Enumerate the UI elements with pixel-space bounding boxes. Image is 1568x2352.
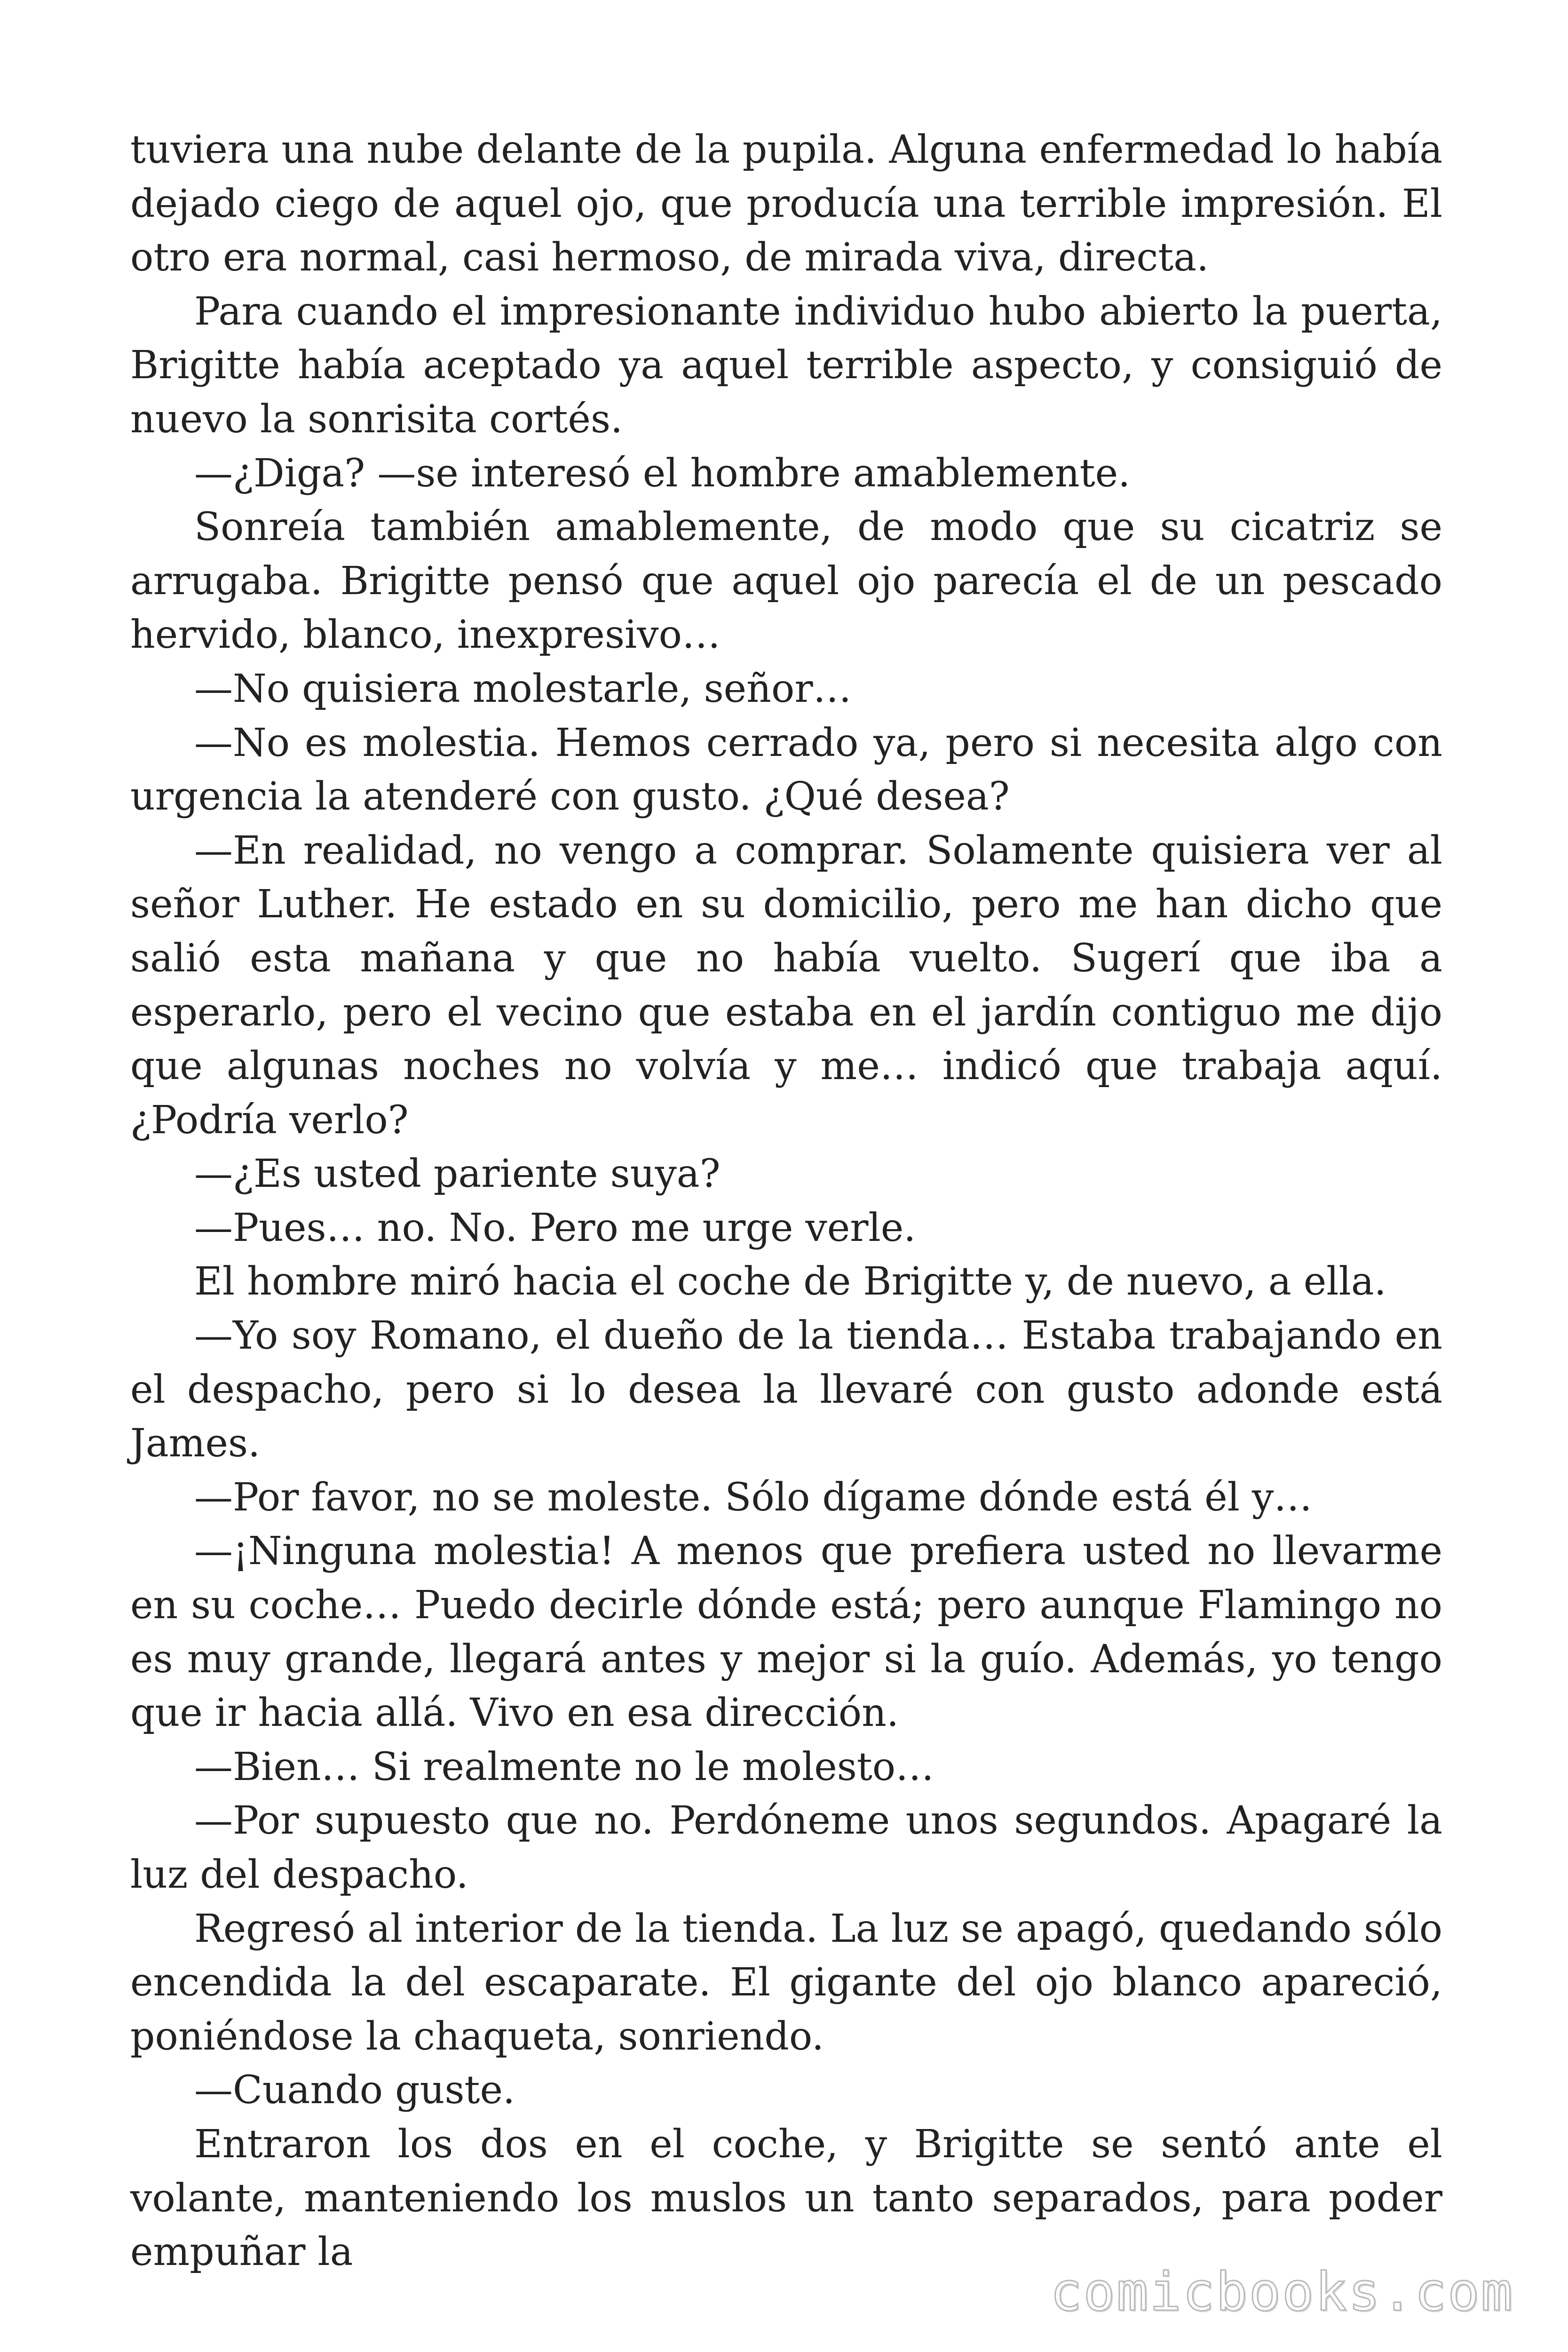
paragraph: —Por supuesto que no. Perdóneme unos segundos. Apagaré la luz del despacho. — [130, 1798, 1442, 1897]
paragraph: —Bien… Si realmente no le molesto… — [194, 1744, 934, 1789]
paragraph: —¿Diga? —se interesó el hombre amablemente. — [194, 451, 1131, 496]
paragraph: —No es molestia. Hemos cerrado ya, pero si necesita algo con urgencia la atenderé con gusto. ¿Qué desea? — [130, 720, 1442, 819]
paragraph: —Pues… no. No. Pero me urge verle. — [194, 1205, 916, 1250]
paragraph: El hombre miró hacia el coche de Brigitte y, de nuevo, a ella. — [194, 1259, 1386, 1304]
paragraph: —Cuando guste. — [194, 2068, 515, 2113]
paragraph: Sonreía también amablemente, de modo que su cicatriz se arrugaba. Brigitte pensó que aquel ojo parecía el de un pescado hervido, blanco, inexpresivo… — [130, 505, 1442, 658]
paragraph: —¡Ninguna molestia! A menos que prefiera usted no llevarme en su coche… Puedo decirle dónde está; pero aunque Flamingo no es muy grande, llegará antes y mejor si la guío. Además, yo tengo que ir hacia allá. Vivo en esa dirección. — [130, 1529, 1442, 1736]
paragraph: Entraron los dos en el coche, y Brigitte se sentó ante el volante, manteniendo los muslos un tanto separados, para poder empuñar la — [130, 2122, 1442, 2275]
page-body — [130, 123, 1442, 2280]
paragraph: Regresó al interior de la tienda. La luz se apagó, quedando sólo encendida la del escaparate. El gigante del ojo blanco apareció, poniéndose la chaqueta, sonriendo. — [130, 1906, 1442, 2059]
paragraph: —¿Es usted pariente suya? — [194, 1152, 721, 1197]
paragraph: —En realidad, no vengo a comprar. Solamente quisiera ver al señor Luther. He estado en su domicilio, pero me han dicho que salió esta mañana y que no había vuelto. Sugerí que iba a esperarlo, pero el vecino que estaba en el jardín contiguo me dijo que algunas noches no volvía y me… indicó que trabaja aquí. ¿Podría verlo? — [130, 828, 1442, 1143]
paragraph: Para cuando el impresionante individuo hubo abierto la puerta, Brigitte había aceptado ya aquel terrible aspecto, y consiguió de nuevo la sonrisita cortés. — [130, 289, 1442, 442]
paragraph: —Yo soy Romano, el dueño de la tienda… Estaba trabajando en el despacho, pero si lo desea la llevaré con gusto adonde está James. — [130, 1313, 1442, 1466]
paragraph: tuviera una nube delante de la pupila. Alguna enfermedad lo había dejado ciego de aquel ojo, que producía una terrible impresión. El otro era normal, casi hermoso, de mirada viva, directa. — [130, 127, 1442, 280]
paragraph: —Por favor, no se moleste. Sólo dígame dónde está él y… — [194, 1475, 1313, 1520]
paragraph: —No quisiera molestarle, señor… — [194, 666, 852, 711]
watermark: comicbooks.com — [1050, 2262, 1514, 2323]
